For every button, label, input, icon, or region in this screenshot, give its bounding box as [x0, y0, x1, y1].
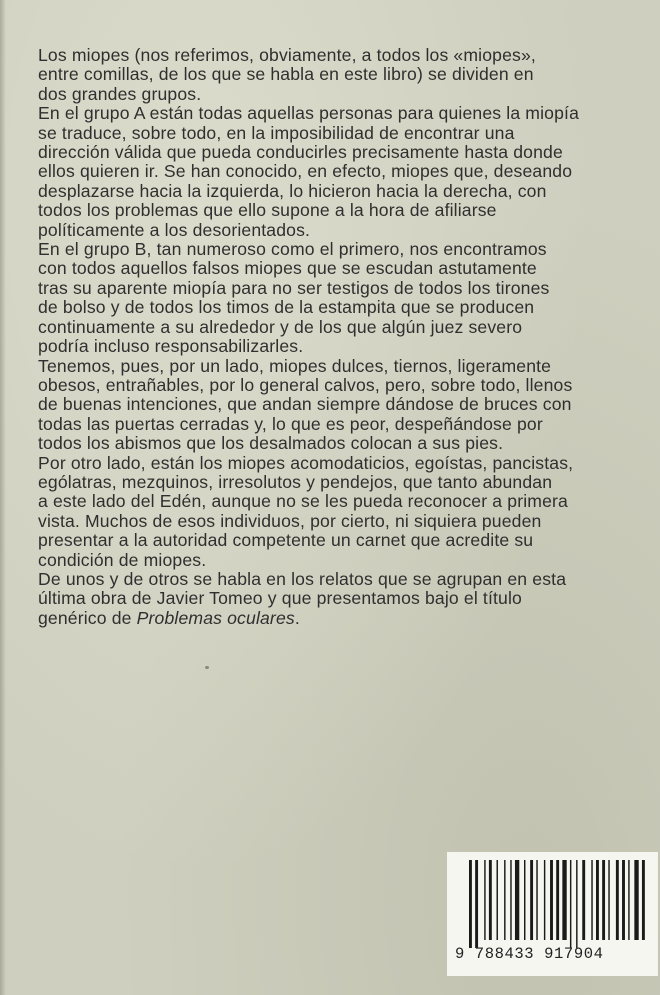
barcode-bar [475, 860, 478, 948]
print-speck [205, 666, 209, 669]
paragraph-grupo-b: En el grupo B, tan numeroso como el primero, nos encontramos con todos aquellos falsos miopes que se escudan astutamente tras su aparente miopía para no ser testigos de todos los tirones de bolso y de todos los timos de la estampita que se producen continuamente a su alrededor y de los que algún juez severo podría incluso responsabilizarles. [38, 239, 550, 357]
barcode-bar [562, 860, 566, 940]
barcode-bar [469, 860, 472, 948]
barcode-bar [616, 860, 619, 940]
barcode-bar [489, 860, 492, 940]
barcode-bar [515, 860, 519, 940]
barcode-bar [556, 860, 559, 940]
barcode-bar [497, 860, 498, 940]
paragraph-miopes-dulces: Tenemos, pues, por un lado, miopes dulces, tiernos, ligeramente obesos, entrañables, por lo general calvos, pero, sobre todo, llenos de buenas intenciones, que andan siempre dándose de bruces con todas las puertas cerradas y, lo que es peor, despeñándose por todos los abismos que los desalmados colocan a sus pies. [38, 355, 573, 454]
page-edge-shadow [0, 0, 6, 995]
barcode-bar [536, 860, 537, 940]
paragraph-miopes-acomodaticios: Por otro lado, están los miopes acomodaticios, egoístas, pancistas, ególatras, mezquinos, irresolutos y pendejos, que tanto abundan a este lado del Edén, aunque no se les pueda reconocer a primera vista. Muchos de esos individuos, por cierto, ni siquiera pueden presentar a la autoridad competente un carnet que acredite su condición de miopes. [38, 452, 574, 570]
isbn-number: 9 788433 917904 [455, 945, 604, 963]
barcode-bar [576, 860, 577, 948]
closing-period: . [294, 607, 300, 628]
barcode-bar [602, 860, 605, 940]
paragraph-closing [38, 570, 628, 628]
barcode-bar [504, 860, 505, 940]
barcode-bar [596, 860, 599, 940]
barcode-bar [484, 860, 485, 940]
paragraph-grupo-a: En el grupo A están todas aquellas personas para quienes la miopía se traduce, sobre todo, en la imposibilidad de encontrar una dirección válida que pueda conducirles precisamente hasta donde ellos quieren ir. Se han conocido, en efecto, miopes que, deseando desplazarse hacia la izquierda, lo hicieron hacia la derecha, con todos los problemas que ello supone a la hora de afiliarse políticamente a los desorientados. [38, 103, 580, 240]
barcode-bar [544, 860, 545, 940]
barcode-bar [608, 860, 609, 940]
barcode-bar [591, 860, 592, 940]
barcode-label [447, 852, 658, 976]
barcode-bar [530, 860, 533, 940]
barcode-bar [524, 860, 525, 940]
barcode-bar [642, 860, 645, 940]
barcode-bar [634, 860, 638, 940]
barcode-bar [550, 860, 553, 940]
barcode-bar [628, 860, 629, 940]
paragraph-intro: Los miopes (nos referimos, obviamente, a todos los «miopes», entre comillas, de los que se habla en este libro) se dividen en dos grandes grupos. [38, 45, 536, 104]
barcode-bar [510, 860, 511, 940]
closing-text: De unos y de otros se habla en los relatos que se agrupan en esta última obra de Javier Tomeo y que presentamos bajo el título genérico de [38, 568, 567, 628]
book-title: Problemas oculares [136, 607, 295, 628]
barcode-bar [582, 860, 585, 940]
back-cover-text [38, 46, 628, 628]
barcode-bar [622, 860, 625, 940]
barcode-bar [570, 860, 571, 948]
